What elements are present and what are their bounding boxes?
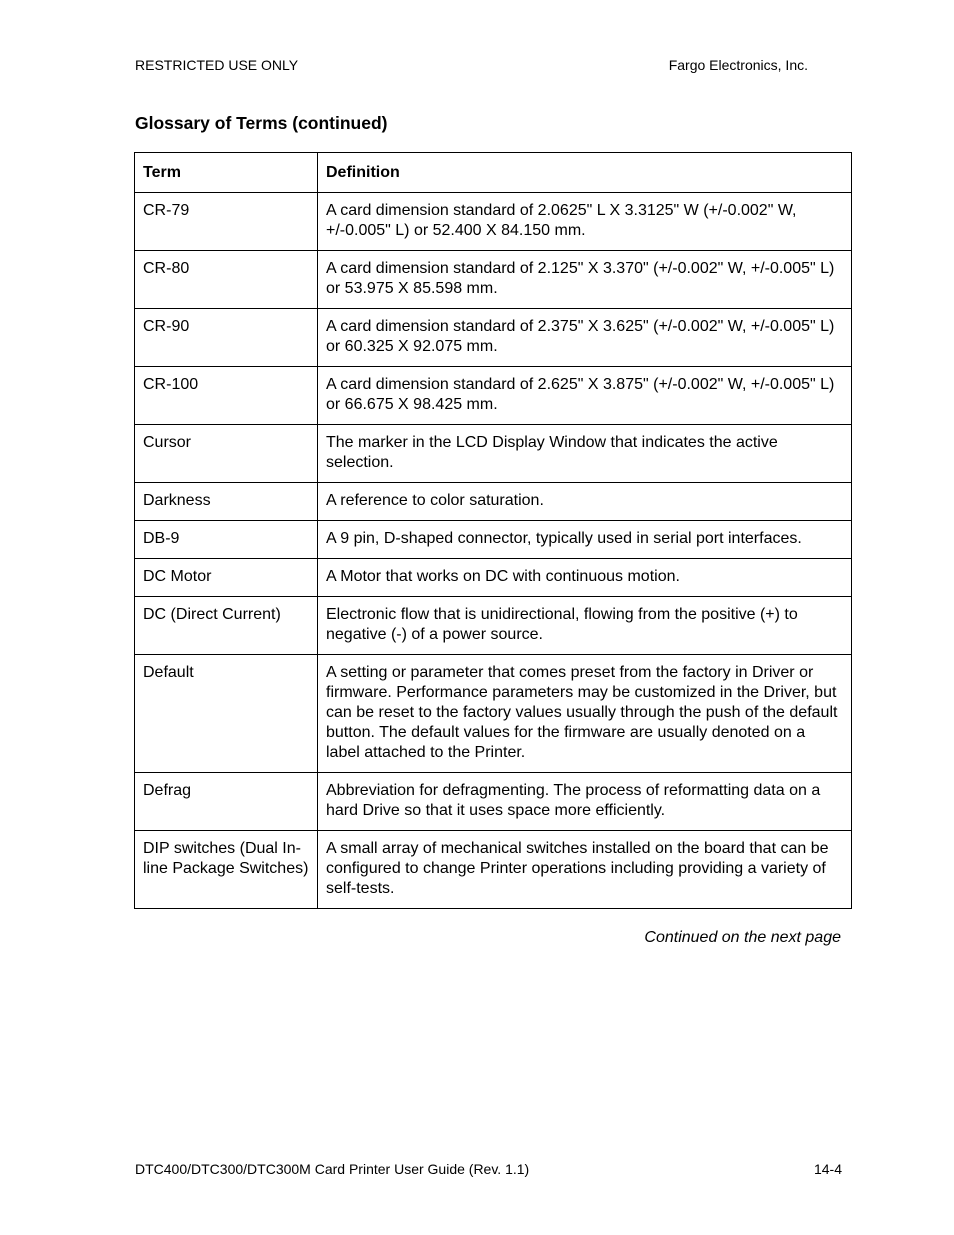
table-row <box>135 773 852 831</box>
table-row <box>135 251 852 309</box>
table-row <box>135 425 852 483</box>
term-cell: DIP switches (Dual In-line Package Switches) <box>135 831 318 909</box>
footer-page-number: 14-4 <box>813 1161 842 1177</box>
continued-note: Continued on the next page <box>644 929 841 946</box>
footer-document-title: DTC400/DTC300/DTC300M Card Printer User Guide (Rev. 1.1) <box>135 1161 530 1177</box>
glossary-table <box>134 152 852 909</box>
term-cell: Default <box>135 655 318 773</box>
definition-cell: Abbreviation for defragmenting. The process of reformatting data on a hard Drive so that it uses space more efficiently. <box>318 773 852 831</box>
definition-cell: A 9 pin, D-shaped connector, typically used in serial port interfaces. <box>318 521 852 559</box>
definition-cell: A card dimension standard of 2.125" X 3.370" (+/-0.002" W, +/-0.005" L) or 53.975 X 85.598 mm. <box>318 251 852 309</box>
table-row <box>135 831 852 909</box>
header-company-name: Fargo Electronics, Inc. <box>668 57 808 73</box>
definition-cell: A card dimension standard of 2.375" X 3.625" (+/-0.002" W, +/-0.005" L) or 60.325 X 92.075 mm. <box>318 309 852 367</box>
term-cell: Darkness <box>135 483 318 521</box>
table-row <box>135 483 852 521</box>
definition-cell: A Motor that works on DC with continuous motion. <box>318 559 852 597</box>
section-title: Glossary of Terms (continued) <box>135 113 388 133</box>
term-cell: DC Motor <box>135 559 318 597</box>
definition-cell: A small array of mechanical switches installed on the board that can be configured to change Printer operations including providing a variety of self-tests. <box>318 831 852 909</box>
definition-cell: A reference to color saturation. <box>318 483 852 521</box>
definition-cell: The marker in the LCD Display Window that indicates the active selection. <box>318 425 852 483</box>
table-row <box>135 193 852 251</box>
header-restricted-notice: RESTRICTED USE ONLY <box>135 57 299 73</box>
table-row <box>135 597 852 655</box>
definition-cell: A card dimension standard of 2.0625" L X 3.3125" W (+/-0.002" W, +/-0.005" L) or 52.400 X 84.150 mm. <box>318 193 852 251</box>
definition-cell: Electronic flow that is unidirectional, flowing from the positive (+) to negative (-) of a power source. <box>318 597 852 655</box>
term-cell: Defrag <box>135 773 318 831</box>
definition-cell: A card dimension standard of 2.625" X 3.875" (+/-0.002" W, +/-0.005" L) or 66.675 X 98.425 mm. <box>318 367 852 425</box>
term-cell: CR-90 <box>135 309 318 367</box>
term-cell: CR-100 <box>135 367 318 425</box>
term-cell: DC (Direct Current) <box>135 597 318 655</box>
column-header-term: Term <box>135 153 318 193</box>
table-row <box>135 655 852 773</box>
table-row <box>135 559 852 597</box>
term-cell: Cursor <box>135 425 318 483</box>
term-cell: CR-80 <box>135 251 318 309</box>
column-header-definition: Definition <box>318 153 852 193</box>
table-row <box>135 367 852 425</box>
term-cell: CR-79 <box>135 193 318 251</box>
table-row <box>135 521 852 559</box>
table-row <box>135 309 852 367</box>
definition-cell: A setting or parameter that comes preset from the factory in Driver or firmware. Performance parameters may be customized in the Driver, but can be reset to the factory values usually through the push of the default button. The default values for the firmware are usually denoted on a label attached to the Printer. <box>318 655 852 773</box>
term-cell: DB-9 <box>135 521 318 559</box>
table-header-row <box>135 153 852 193</box>
